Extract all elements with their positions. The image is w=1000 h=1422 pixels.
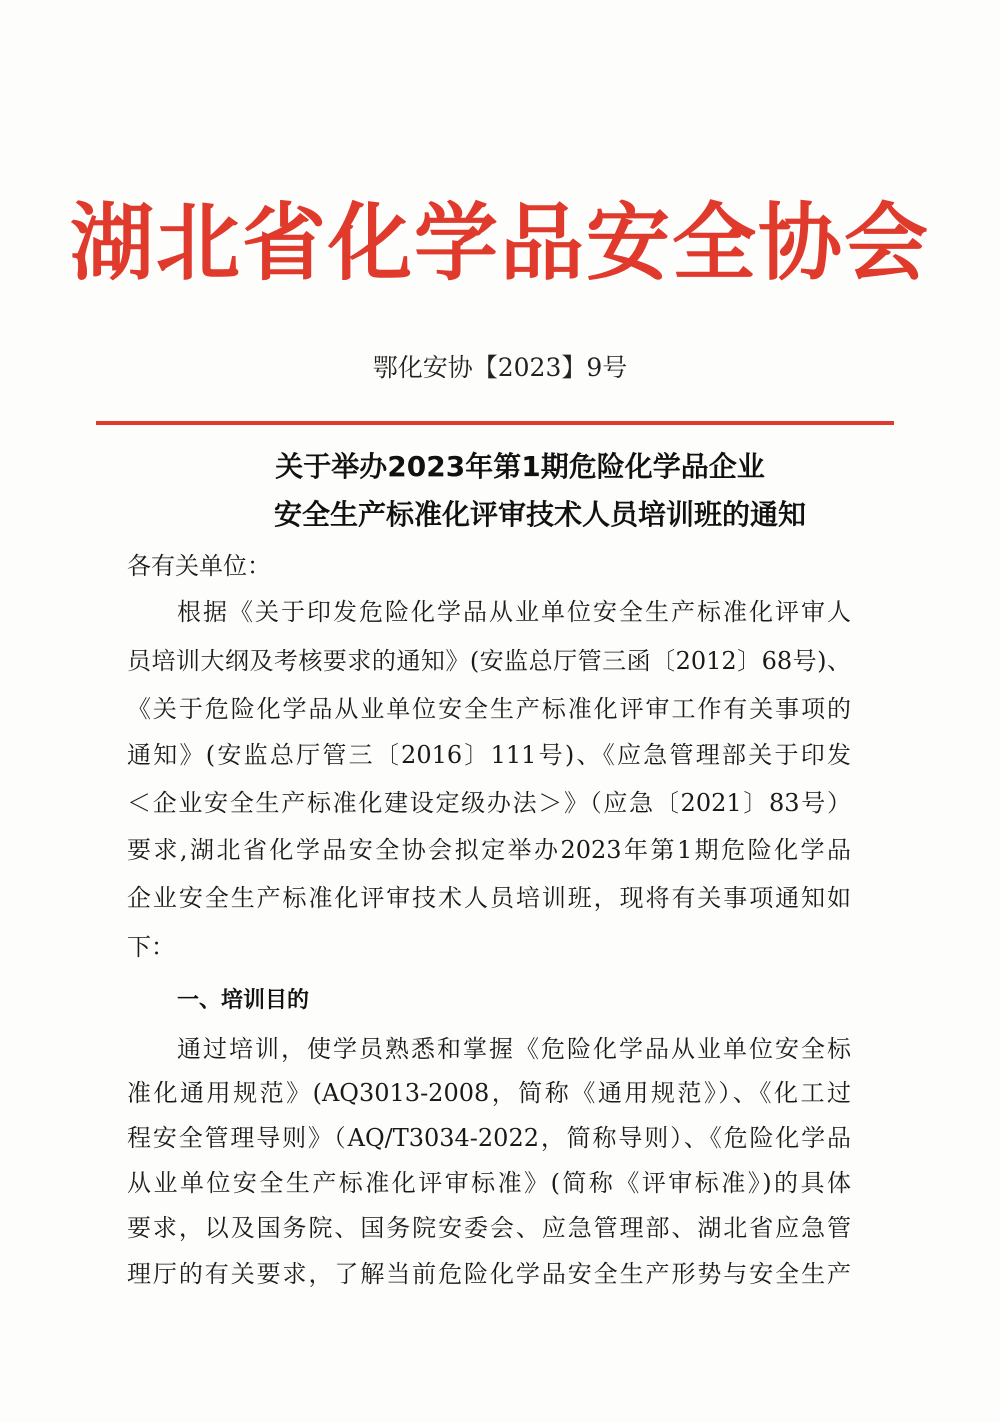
paragraph-2-line: 从业单位安全生产标准化评审标准》(简称《评审标准》)的具体 — [127, 1169, 851, 1197]
notice-title-line-1: 关于举办2023年第1期危险化学品企业 — [275, 450, 765, 483]
paragraph-2-line: 通过培训，使学员熟悉和掌握《危险化学品从业单位安全标 — [177, 1035, 851, 1063]
paragraph-1-line: 《关于危险化学品从业单位安全生产标准化评审工作有关事项的 — [127, 695, 851, 723]
paragraph-1-line: 员培训大纲及考核要求的通知》(安监总厅管三函〔2012〕68号)、 — [127, 647, 851, 675]
paragraph-1-line: ＜企业安全生产标准化建设定级办法＞》（应急〔2021〕83号） — [127, 789, 851, 817]
paragraph-2-line: 准化通用规范》(AQ3013-2008，简称《通用规范》）、《化工过 — [127, 1079, 851, 1107]
notice-title-line-2: 安全生产标准化评审技术人员培训班的通知 — [273, 498, 806, 531]
paragraph-2-line: 理厅的有关要求，了解当前危险化学品安全生产形势与安全生产 — [127, 1260, 851, 1288]
paragraph-1-line: 根据《关于印发危险化学品从业单位安全生产标准化评审人 — [177, 598, 851, 626]
paragraph-1-line: 下： — [127, 933, 175, 961]
red-divider-line — [96, 421, 894, 425]
paragraph-1-line: 企业安全生产标准化评审技术人员培训班，现将有关事项通知如 — [127, 884, 851, 912]
paragraph-2-line: 程安全管理导则》（AQ/T3034-2022，简称导则）、《危险化学品 — [127, 1124, 851, 1152]
salutation: 各有关单位： — [127, 552, 271, 580]
section-heading-training-purpose: 一、培训目的 — [177, 988, 310, 1013]
paragraph-1-line: 要求,湖北省化学品安全协会拟定举办2023年第1期危险化学品 — [127, 836, 851, 864]
organization-letterhead: 湖北省化学品安全协会 — [69, 193, 930, 292]
paragraph-2-line: 要求，以及国务院、国务院安委会、应急管理部、湖北省应急管 — [127, 1214, 851, 1242]
paragraph-1-line: 通知》(安监总厅管三〔2016〕111号)、《应急管理部关于印发 — [127, 741, 851, 769]
document-number: 鄂化安协【2023】9号 — [372, 353, 628, 382]
